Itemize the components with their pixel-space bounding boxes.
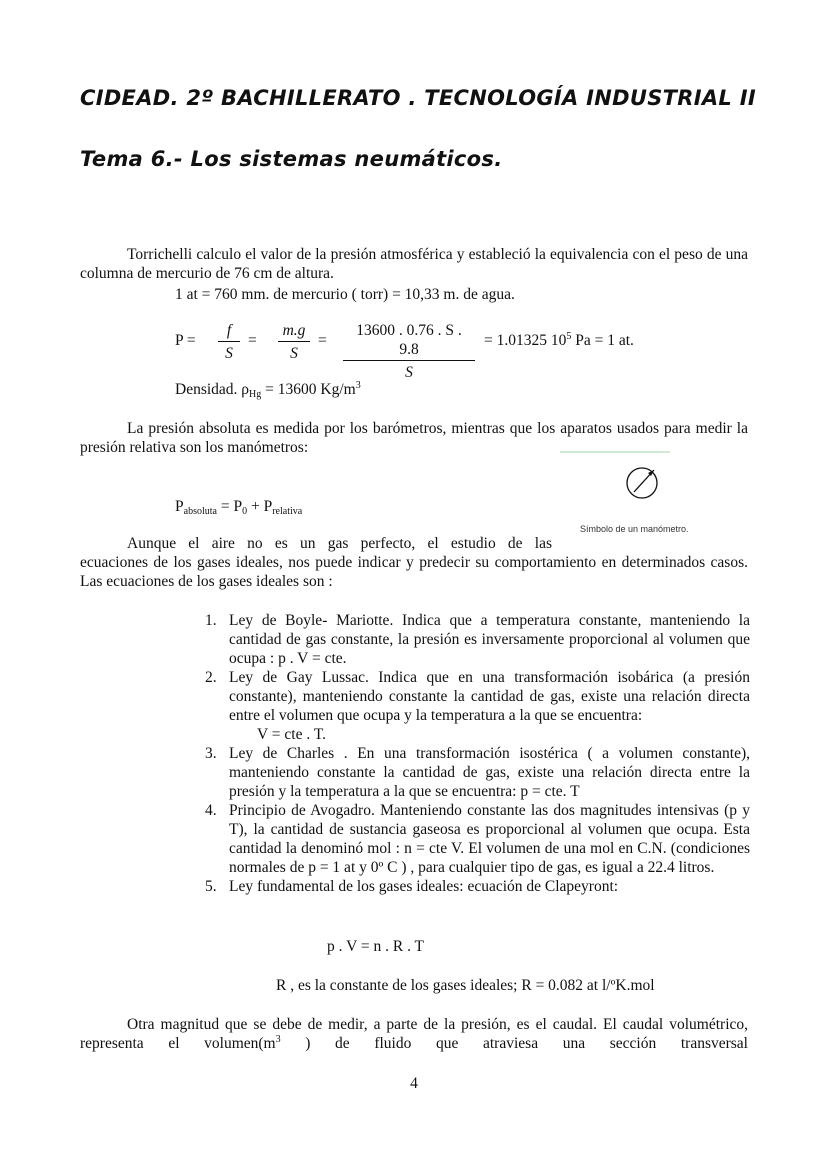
formula-result-exponent: 5 [566, 331, 572, 342]
list-item [205, 744, 750, 801]
list-text: Ley de Charles . En una transformación isostérica ( a volumen constante), manteniendo constante la cantidad de gas, existe una relación directa entre la presión y la temperatura a la que se encuentra: p = cte. T [229, 745, 750, 800]
fraction-denominator: S [405, 364, 413, 381]
page-number: 4 [410, 1075, 418, 1092]
paragraph-torricelli: Torrichelli calculo el valor de la presión atmosférica y estableció la equivalencia con el peso de una columna de mercurio de 76 cm de altura. [80, 246, 748, 282]
abs-plus-p: + P [247, 498, 273, 515]
fraction-numeric [343, 321, 475, 382]
absolute-pressure-formula [175, 497, 302, 518]
paragraph-ideal-gases-first: Aunque el aire no es un gas perfecto, el estudio de las [127, 535, 552, 552]
header-title: CIDEAD. 2º BACHILLERATO . TECNOLOGÍA INDUSTRIAL II [80, 86, 756, 110]
formula-result-unit: Pa = 1 at. [571, 332, 634, 349]
list-number: 1. [205, 612, 217, 629]
abs-equals-p0: = P [216, 498, 243, 515]
paragraph-ideal-gases: ecuaciones de los gases ideales, nos puede indicar y predecir su comportamiento en determinados casos. Las ecuaciones de los gases ideales son : [80, 554, 748, 590]
flow-rate-text-a: Otra magnitud que se debe de medir, a parte de la presión, es el caudal. El caudal volumétrico, representa el volumen(m [80, 1016, 748, 1052]
list-item [205, 611, 750, 668]
fraction-denominator: S [225, 345, 233, 362]
list-number: 3. [205, 745, 217, 762]
fraction-numerator: f [218, 321, 240, 342]
header-subtitle: Tema 6.- Los sistemas neumáticos. [80, 147, 503, 171]
density-subscript: Hg [249, 389, 262, 400]
fraction-f-over-s [218, 321, 240, 363]
list-item [205, 668, 750, 744]
relative-subscript: relativa [272, 506, 303, 517]
abs-subscript: absoluta [183, 506, 217, 517]
list-formula: V = cte . T. [257, 726, 327, 743]
formula-result-value: = 1.01325 10 [484, 332, 567, 349]
clapeyron-equation: p . V = n . R . T [327, 938, 425, 955]
gas-laws-list [205, 611, 750, 896]
abs-p: P [175, 498, 184, 515]
flow-rate-text-b: ) de fluido que atraviesa una sección transversal [280, 1035, 748, 1052]
list-text: Ley de Boyle- Mariotte. Indica que a temperatura constante, manteniendo la cantidad de gas constante, la presión es inversamente proporcional al volumen que ocupa : p . V = cte. [229, 612, 750, 667]
equivalence-line: 1 at = 760 mm. de mercurio ( torr) = 10,33 m. de agua. [175, 286, 515, 303]
list-text: Principio de Avogadro. Manteniendo constante las dos magnitudes intensivas (p y T), la cantidad de sustancia gaseosa es proporcional al volumen que ocupa. Esta cantidad la denominó mol : n = cte V. El volumen de una mol en C.N. (condiciones normales de p = 1 at y 0º C ) , para cualquier tipo de gas, es igual a 22.4 litros. [229, 802, 750, 876]
list-number: 5. [205, 878, 217, 895]
manometer-symbol-icon [558, 446, 678, 510]
formula-lhs: P = [175, 332, 196, 349]
fraction-denominator: S [290, 345, 298, 362]
paragraph-flow-rate [80, 1015, 748, 1055]
density-superscript: 3 [355, 380, 361, 391]
manometer-caption: Símbolo de un manómetro. [580, 524, 689, 534]
list-text: Ley fundamental de los gases ideales: ecuación de Clapeyront: [229, 878, 619, 895]
p0-subscript: 0 [242, 506, 248, 517]
flow-rate-superscript: 3 [275, 1034, 281, 1045]
density-label: Densidad. ρ [175, 381, 250, 398]
list-number: 2. [205, 669, 217, 686]
fraction-numerator: 13600 . 0.76 . S . 9.8 [343, 321, 475, 361]
density-line [175, 380, 361, 401]
list-text: Ley de Gay Lussac. Indica que en una transformación isobárica (a presión constante), manteniendo constante la cantidad de gas, existe una relación directa entre el volumen que ocupa y la temperatura a la que se encuentra: [229, 669, 750, 724]
list-number: 4. [205, 802, 217, 819]
formula-result [484, 331, 634, 352]
list-item [205, 801, 750, 877]
list-item [205, 877, 750, 896]
density-value: = 13600 Kg/m [261, 381, 356, 398]
gas-constant-line: R , es la constante de los gases ideales; R = 0.082 at l/ºK.mol [276, 977, 655, 994]
formula-equals-2: = [318, 332, 327, 349]
paragraph-barometers: La presión absoluta es medida por los barómetros, mientras que los aparatos usados para medir la presión relativa son los manómetros: [80, 420, 748, 456]
formula-equals-1: = [248, 332, 257, 349]
fraction-mg-over-s [278, 321, 310, 363]
fraction-numerator: m.g [278, 321, 310, 342]
